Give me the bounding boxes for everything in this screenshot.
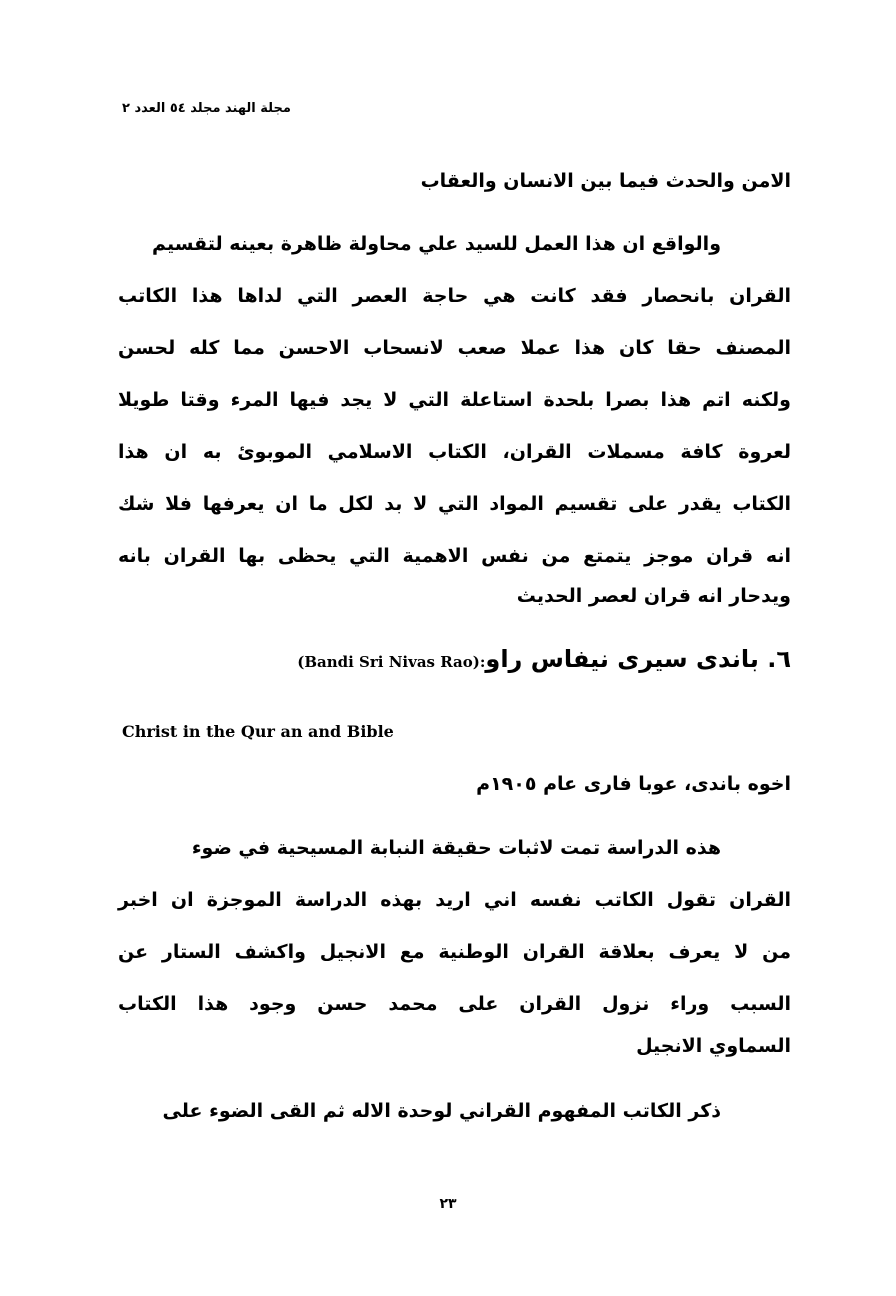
paragraph-line: السماوي الانجيل [636,1035,791,1057]
paragraph-line: انه قران موجز يتمتع من نفس الاهمية التي يحظى بها القران بانه [118,545,791,567]
paragraph-line: القران بانحصار فقد كانت هي حاجة العصر التي لداها هذا الكاتب [118,285,791,307]
paragraph-line: السبب وراء نزول القران على محمد حسن وجود هذا الكتاب [118,993,791,1015]
section-heading-arabic: ٦. باندى سيرى نيفاس راو [485,645,791,673]
paragraph-line: ذكر الكاتب المفهوم القراني لوحدة الاله ثم القى الضوء على [162,1100,721,1122]
book-title: Christ in the Qur an and Bible [122,722,394,741]
section-heading-latin: (Bandi Sri Nivas Rao): [297,653,486,671]
running-header: مجلة الهند مجلد ٥٤ العدد ٢ [122,101,291,116]
paragraph-line: الامن والحدث فيما بين الانسان والعقاب [420,170,791,192]
paragraph-line: لعروة كافة مسملات القران، الكتاب الاسلامي الموبوئ به ان هذا [118,441,791,463]
paragraph-line: من لا يعرف بعلاقة القران الوطنية مع الانجيل واكشف الستار عن [118,941,791,963]
paragraph-line: الكتاب يقدر على تقسيم المواد التي لا بد لكل ما ان يعرفها فلا شك [118,493,791,515]
paragraph-line: القران تقول الكاتب نفسه اني اريد بهذه الدراسة الموجزة ان اخبر [118,889,791,911]
paragraph-line: المصنف حقا كان هذا عملا صعب لانسحاب الاحسن مما كله لحسن [118,337,791,359]
paragraph-line: والواقع ان هذا العمل للسيد علي محاولة ظاهرة بعينه لتقسيم [152,233,721,255]
paragraph-line: ويدحار انه قران لعصر الحديث [516,585,791,607]
paragraph-line: هذه الدراسة تمت لاثبات حقيقة النبابة المسيحية في ضوء [191,837,721,859]
page-number: ٢٣ [439,1196,457,1212]
paragraph-line: ولكنه اتم هذا بصرا بلحدة استاعلة التي لا يجد فيها المرء وقتا طويلا [118,389,791,411]
paragraph-line: اخوه باندى، عوبا فارى عام ١٩٠٥م [476,773,791,795]
section-heading [297,645,791,673]
